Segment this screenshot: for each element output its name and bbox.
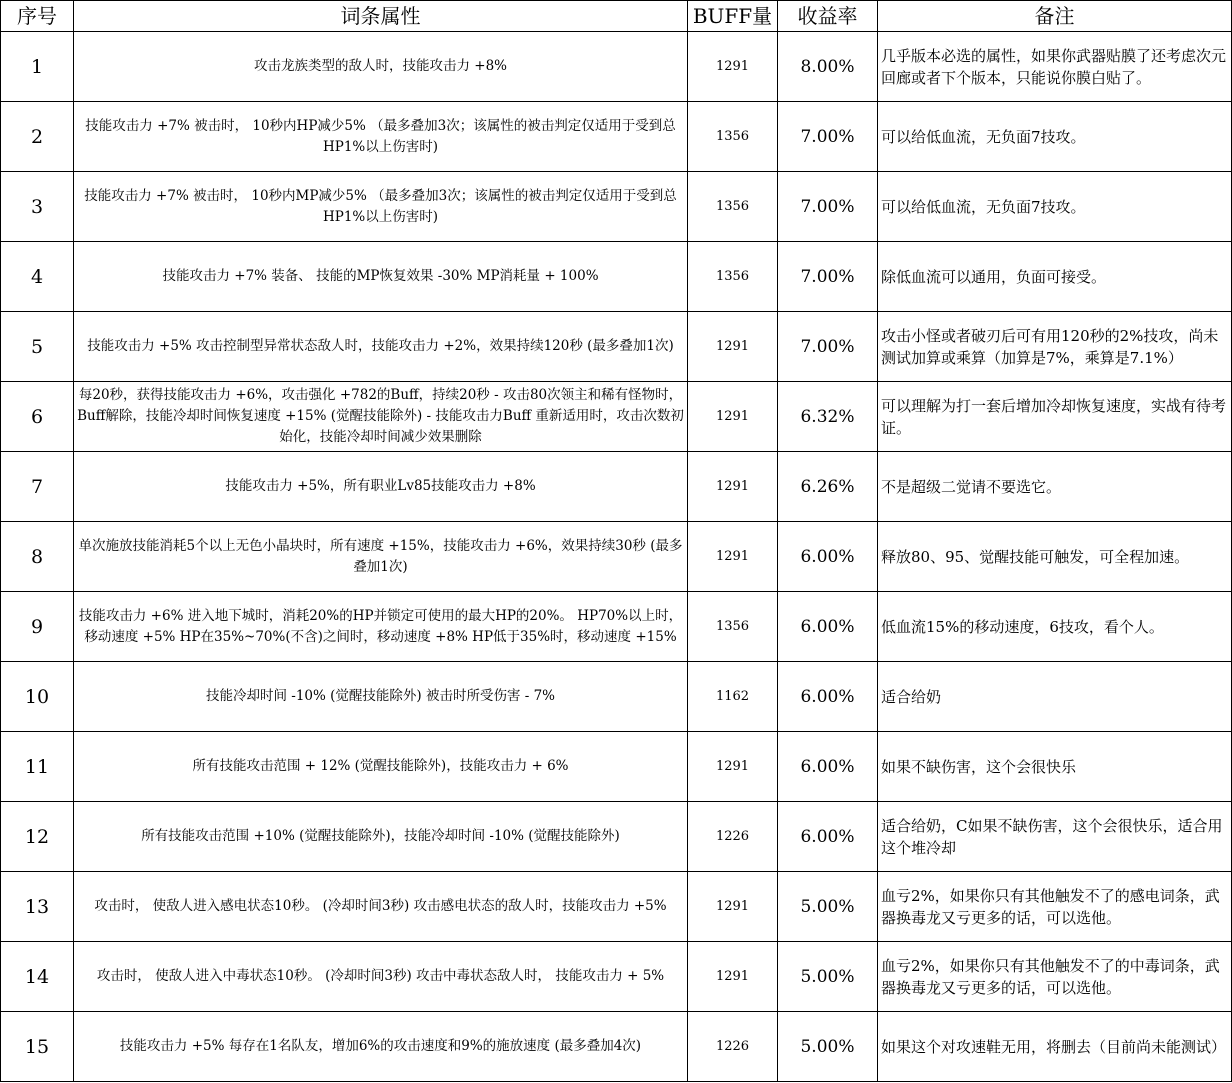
attribute-cell: 攻击龙族类型的敌人时，技能攻击力 +8%: [74, 32, 688, 102]
row-index: 9: [1, 592, 74, 662]
note-cell: 释放80、95、觉醒技能可触发，可全程加速。: [878, 522, 1232, 592]
header-buff: BUFF量: [688, 1, 778, 32]
table-row: [1, 732, 1232, 802]
attribute-cell: 技能攻击力 +7% 被击时， 10秒内HP减少5% （最多叠加3次；该属性的被击判定仅适用于受到总HP1%以上伤害时): [74, 102, 688, 172]
table-row: [1, 32, 1232, 102]
rate-cell: 7.00%: [778, 172, 878, 242]
row-index: 12: [1, 802, 74, 872]
note-cell: 血亏2%，如果你只有其他触发不了的感电词条，武器换毒龙又亏更多的话，可以选他。: [878, 872, 1232, 942]
rate-cell: 7.00%: [778, 312, 878, 382]
rate-cell: 5.00%: [778, 1012, 878, 1082]
rate-cell: 6.00%: [778, 662, 878, 732]
rate-cell: 6.00%: [778, 802, 878, 872]
row-index: 11: [1, 732, 74, 802]
table-row: [1, 242, 1232, 312]
row-index: 8: [1, 522, 74, 592]
table-row: [1, 662, 1232, 732]
rate-cell: 6.00%: [778, 592, 878, 662]
attribute-cell: 所有技能攻击范围 +10% (觉醒技能除外)，技能冷却时间 -10% (觉醒技能除外): [74, 802, 688, 872]
rate-cell: 5.00%: [778, 872, 878, 942]
header-row: [1, 1, 1232, 32]
attribute-cell: 技能攻击力 +7% 装备、 技能的MP恢复效果 -30% MP消耗量 + 100%: [74, 242, 688, 312]
row-index: 1: [1, 32, 74, 102]
table-body: [1, 32, 1232, 1082]
rate-cell: 6.00%: [778, 522, 878, 592]
note-cell: 除低血流可以通用，负面可接受。: [878, 242, 1232, 312]
table-row: [1, 382, 1232, 452]
rate-cell: 7.00%: [778, 102, 878, 172]
table-row: [1, 872, 1232, 942]
note-cell: 可以给低血流，无负面7技攻。: [878, 172, 1232, 242]
row-index: 6: [1, 382, 74, 452]
table-row: [1, 942, 1232, 1012]
attribute-cell: 每20秒，获得技能攻击力 +6%，攻击强化 +782的Buff，持续20秒 - 攻击80次领主和稀有怪物时，Buff解除，技能冷却时间恢复速度 +15% (觉醒技能除外) - 技能攻击力Buff 重新适用时，攻击次数初始化，技能冷却时间减少效果删除: [74, 382, 688, 452]
header-note: 备注: [878, 1, 1232, 32]
note-cell: 血亏2%，如果你只有其他触发不了的中毒词条，武器换毒龙又亏更多的话，可以选他。: [878, 942, 1232, 1012]
rate-cell: 5.00%: [778, 942, 878, 1012]
row-index: 14: [1, 942, 74, 1012]
rate-cell: 7.00%: [778, 242, 878, 312]
note-cell: 不是超级二觉请不要选它。: [878, 452, 1232, 522]
note-cell: 几乎版本必选的属性，如果你武器贴膜了还考虑次元回廊或者下个版本，只能说你膜白贴了。: [878, 32, 1232, 102]
note-cell: 低血流15%的移动速度，6技攻，看个人。: [878, 592, 1232, 662]
row-index: 15: [1, 1012, 74, 1082]
rate-cell: 6.00%: [778, 732, 878, 802]
rate-cell: 8.00%: [778, 32, 878, 102]
row-index: 10: [1, 662, 74, 732]
table-row: [1, 172, 1232, 242]
note-cell: 适合给奶: [878, 662, 1232, 732]
header-rate: 收益率: [778, 1, 878, 32]
row-index: 5: [1, 312, 74, 382]
attribute-cell: 技能攻击力 +5% 每存在1名队友，增加6%的攻击速度和9%的施放速度 (最多叠加4次): [74, 1012, 688, 1082]
buff-cell: 1291: [688, 452, 778, 522]
buff-cell: 1291: [688, 522, 778, 592]
row-index: 2: [1, 102, 74, 172]
attribute-cell: 单次施放技能消耗5个以上无色小晶块时，所有速度 +15%，技能攻击力 +6%，效果持续30秒 (最多叠加1次): [74, 522, 688, 592]
buff-cell: 1226: [688, 1012, 778, 1082]
table-row: [1, 522, 1232, 592]
attribute-cell: 技能攻击力 +7% 被击时， 10秒内MP减少5% （最多叠加3次；该属性的被击判定仅适用于受到总HP1%以上伤害时): [74, 172, 688, 242]
buff-cell: 1356: [688, 172, 778, 242]
attribute-cell: 攻击时， 使敌人进入中毒状态10秒。 (冷却时间3秒) 攻击中毒状态敌人时， 技能攻击力 + 5%: [74, 942, 688, 1012]
row-index: 3: [1, 172, 74, 242]
note-cell: 适合给奶，C如果不缺伤害，这个会很快乐，适合用这个堆冷却: [878, 802, 1232, 872]
note-cell: 可以理解为打一套后增加冷却恢复速度，实战有待考证。: [878, 382, 1232, 452]
attribute-cell: 技能攻击力 +5% 攻击控制型异常状态敌人时，技能攻击力 +2%，效果持续120秒 (最多叠加1次): [74, 312, 688, 382]
table-row: [1, 452, 1232, 522]
buff-cell: 1291: [688, 872, 778, 942]
note-cell: 可以给低血流，无负面7技攻。: [878, 102, 1232, 172]
table-row: [1, 592, 1232, 662]
buff-cell: 1291: [688, 732, 778, 802]
row-index: 4: [1, 242, 74, 312]
attribute-cell: 技能冷却时间 -10% (觉醒技能除外) 被击时所受伤害 - 7%: [74, 662, 688, 732]
table-row: [1, 312, 1232, 382]
header-attribute: 词条属性: [74, 1, 688, 32]
note-cell: 如果这个对攻速鞋无用，将删去（目前尚未能测试）: [878, 1012, 1232, 1082]
buff-cell: 1356: [688, 242, 778, 312]
buff-cell: 1291: [688, 32, 778, 102]
note-cell: 如果不缺伤害，这个会很快乐: [878, 732, 1232, 802]
buff-cell: 1356: [688, 102, 778, 172]
buff-cell: 1291: [688, 312, 778, 382]
attribute-cell: 所有技能攻击范围 + 12% (觉醒技能除外)，技能攻击力 + 6%: [74, 732, 688, 802]
table-row: [1, 102, 1232, 172]
table-row: [1, 1012, 1232, 1082]
buff-cell: 1291: [688, 942, 778, 1012]
attribute-cell: 技能攻击力 +5%，所有职业Lv85技能攻击力 +8%: [74, 452, 688, 522]
attribute-cell: 攻击时， 使敌人进入感电状态10秒。 (冷却时间3秒) 攻击感电状态的敌人时，技能攻击力 +5%: [74, 872, 688, 942]
buff-cell: 1162: [688, 662, 778, 732]
rate-cell: 6.26%: [778, 452, 878, 522]
buff-cell: 1226: [688, 802, 778, 872]
row-index: 13: [1, 872, 74, 942]
header-index: 序号: [1, 1, 74, 32]
rate-cell: 6.32%: [778, 382, 878, 452]
table-row: [1, 802, 1232, 872]
row-index: 7: [1, 452, 74, 522]
note-cell: 攻击小怪或者破刃后可有用120秒的2%技攻，尚未测试加算或乘算（加算是7%，乘算是7.1%）: [878, 312, 1232, 382]
attribute-cell: 技能攻击力 +6% 进入地下城时，消耗20%的HP并锁定可使用的最大HP的20%。 HP70%以上时，移动速度 +5% HP在35%~70%(不含)之间时，移动速度 +8% HP低于35%时，移动速度 +15%: [74, 592, 688, 662]
buff-cell: 1356: [688, 592, 778, 662]
buff-cell: 1291: [688, 382, 778, 452]
